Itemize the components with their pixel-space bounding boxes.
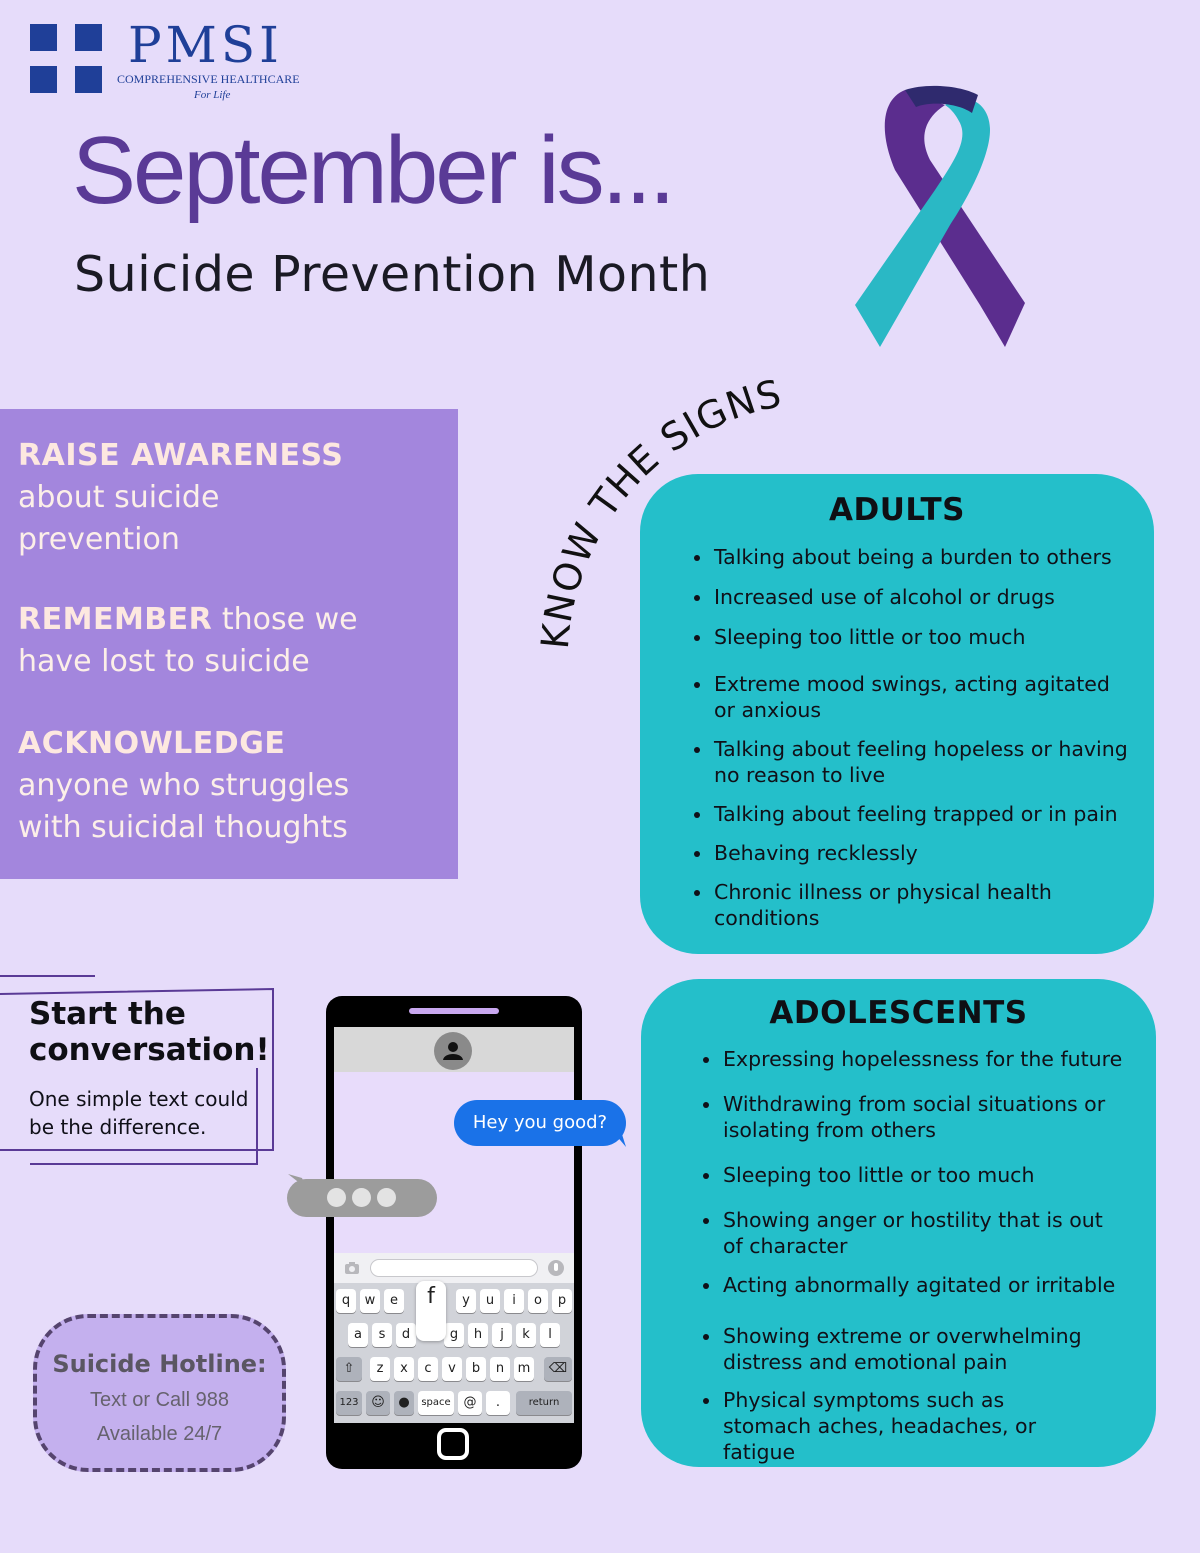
list-item: Expressing hopelessness for the future xyxy=(723,1046,1143,1072)
list-item: Talking about feeling trapped or in pain xyxy=(714,801,1134,827)
list-item: Physical symptoms such as stomach aches, headaches, or fatigue xyxy=(723,1387,1093,1465)
key-x: x xyxy=(394,1357,414,1381)
key-w: w xyxy=(360,1289,380,1313)
logo-square-icon xyxy=(30,24,57,51)
adults-signs-list xyxy=(714,544,1134,931)
key-s: s xyxy=(372,1323,392,1347)
emoji-key-icon: ☺ xyxy=(366,1391,390,1415)
list-item: Acting abnormally agitated or irritable xyxy=(723,1272,1143,1298)
awareness-keyword: REMEMBER xyxy=(18,602,213,637)
key-i: i xyxy=(504,1289,524,1313)
bubble-tail-icon xyxy=(610,1128,628,1148)
backspace-key-icon: ⌫ xyxy=(544,1357,572,1381)
shift-key-icon: ⇧ xyxy=(336,1357,362,1381)
conversation-subtitle: One simple text could be the difference. xyxy=(29,1087,249,1139)
key-j: j xyxy=(492,1323,512,1347)
key-y: y xyxy=(456,1289,476,1313)
logo-square-icon xyxy=(75,24,102,51)
mic-key-icon: ● xyxy=(394,1391,414,1415)
list-item: Sleeping too little or too much xyxy=(714,624,1134,650)
key-period: . xyxy=(486,1391,510,1415)
logo-square-icon xyxy=(30,66,57,93)
awareness-panel xyxy=(0,409,458,879)
list-item: Withdrawing from social situations or isolating from others xyxy=(723,1091,1113,1143)
adults-title: ADULTS xyxy=(829,492,965,528)
key-m: m xyxy=(514,1357,534,1381)
key-o: o xyxy=(528,1289,548,1313)
list-item: Showing anger or hostility that is out of character xyxy=(723,1207,1123,1259)
key-e: e xyxy=(384,1289,404,1313)
awareness-ribbon-icon xyxy=(850,85,1035,350)
key-l: l xyxy=(540,1323,560,1347)
awareness-text: those we have lost to suicide xyxy=(18,602,358,679)
key-numbers: 123 xyxy=(336,1391,362,1415)
key-at: @ xyxy=(458,1391,482,1415)
typing-indicator-bubble xyxy=(287,1179,437,1217)
logo-square-icon xyxy=(75,66,102,93)
key-g: g xyxy=(444,1323,464,1347)
messages-header xyxy=(334,1027,574,1072)
list-item: Extreme mood swings, acting agitated or anxious xyxy=(714,671,1134,723)
key-a: a xyxy=(348,1323,368,1347)
phone-keyboard xyxy=(334,1253,574,1423)
logo-slogan: For Life xyxy=(194,89,231,101)
awareness-item-raise xyxy=(18,435,458,561)
key-space: space xyxy=(418,1391,454,1415)
logo-tagline: COMPREHENSIVE HEALTHCARE xyxy=(117,72,300,86)
key-u: u xyxy=(480,1289,500,1313)
awareness-text: about suicide prevention xyxy=(18,480,220,557)
ribbon-purple-strand xyxy=(885,90,1025,347)
adolescents-signs-card xyxy=(641,979,1156,1467)
key-p: p xyxy=(552,1289,572,1313)
awareness-keyword: ACKNOWLEDGE xyxy=(18,726,286,761)
list-item: Increased use of alcohol or drugs xyxy=(714,584,1134,610)
key-h: h xyxy=(468,1323,488,1347)
awareness-text: anyone who struggles with suicidal thoughts xyxy=(18,768,350,845)
key-c: c xyxy=(418,1357,438,1381)
message-input-bar xyxy=(334,1253,574,1283)
suicide-hotline-badge xyxy=(33,1314,286,1472)
typing-dot xyxy=(327,1188,346,1207)
hotline-availability: Available 24/7 xyxy=(96,1423,223,1445)
list-item: Sleeping too little or too much xyxy=(723,1162,1143,1188)
phone-speaker xyxy=(409,1008,499,1014)
key-n: n xyxy=(490,1357,510,1381)
page-subheadline: Suicide Prevention Month xyxy=(74,246,711,303)
awareness-item-acknowledge xyxy=(18,723,398,849)
key-k: k xyxy=(516,1323,536,1347)
sent-message-bubble: Hey you good? xyxy=(454,1100,626,1146)
list-item: Showing extreme or overwhelming distress and emotional pain xyxy=(723,1324,1082,1374)
pmsi-logo xyxy=(28,16,328,102)
key-z: z xyxy=(370,1357,390,1381)
list-item: Talking about feeling hopeless or having no reason to live xyxy=(714,736,1134,788)
camera-icon xyxy=(344,1261,360,1275)
message-text-field xyxy=(370,1259,538,1277)
page-headline: September is... xyxy=(72,117,673,224)
know-the-signs-text: KNOW THE SIGNS xyxy=(532,371,786,651)
key-return: return xyxy=(516,1391,572,1415)
hotline-title: Suicide Hotline: xyxy=(52,1350,267,1378)
logo-brand: PMSI xyxy=(128,16,283,74)
person-icon xyxy=(434,1032,472,1070)
key-f-pressed: f xyxy=(416,1281,446,1341)
key-b: b xyxy=(466,1357,486,1381)
key-q: q xyxy=(336,1289,356,1313)
key-d: d xyxy=(396,1323,416,1347)
list-item: Talking about being a burden to others xyxy=(714,544,1134,570)
microphone-icon xyxy=(547,1259,565,1277)
conversation-title: Start the conversation! xyxy=(29,996,270,1068)
key-v: v xyxy=(442,1357,462,1381)
awareness-item-remember xyxy=(18,599,378,683)
hotline-contact: Text or Call 988 xyxy=(90,1389,229,1411)
adolescents-title: ADOLESCENTS xyxy=(769,995,1028,1031)
adults-signs-card xyxy=(640,474,1154,954)
typing-dot xyxy=(377,1188,396,1207)
contact-avatar-icon xyxy=(434,1032,472,1070)
typing-dot xyxy=(352,1188,371,1207)
home-button xyxy=(437,1428,469,1460)
list-item: Behaving recklessly xyxy=(714,840,1134,866)
list-item: Chronic illness or physical health conditions xyxy=(714,879,1054,931)
adolescents-signs-list xyxy=(723,1046,1143,1465)
awareness-keyword: RAISE AWARENESS xyxy=(18,438,344,473)
